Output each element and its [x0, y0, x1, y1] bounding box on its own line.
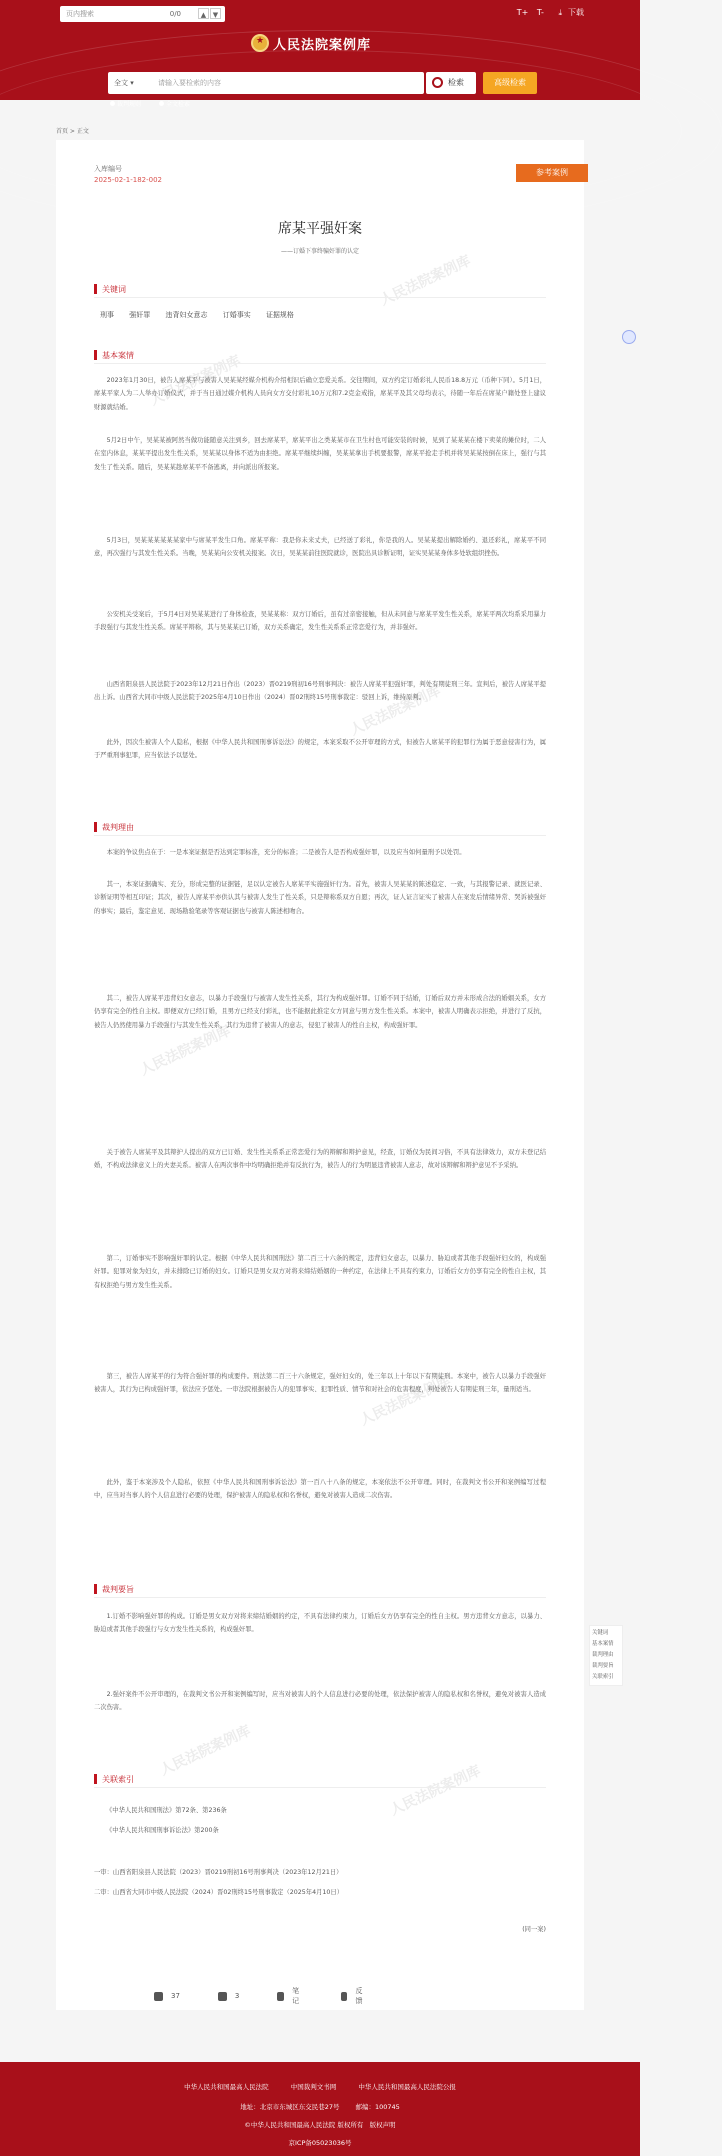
reason-paragraph: 其一，本案证据确实、充分，形成完整的证据链，足以认定被告人席某平实施强奸行为。首先，被害人吴某某的陈述稳定、一致，与其报警记录、就医记录、诊断证明等相互印证；其次，被告人席某平亦供认其与被害人发生了性关系，只是辩称系双方自愿；再次，证人证言证实了被害人在案发后情绪异常、哭诉被强奸的事实；最后，鉴定意见、现场勘验笔录等客观证据也与被害人陈述相吻合。: [94, 881, 546, 915]
footer-icp[interactable]: 京ICP备05023036号: [288, 2139, 352, 2147]
site-footer: [0, 2062, 640, 2156]
font-larger-button[interactable]: T+: [516, 8, 529, 17]
case-number: 2025-02-1-182-002: [94, 176, 163, 184]
radio-icon: [159, 101, 164, 106]
search-box: [108, 72, 424, 94]
gist-paragraph: 2.强奸案件不公开审理的，在裁判文书公开和案例编写时，应当对被害人的个人信息进行必要的处理，依法保护被害人的隐私权和名誉权，避免对被害人造成二次伤害。: [94, 1691, 546, 1712]
assistant-icon[interactable]: [622, 330, 636, 344]
court-emblem-icon: [251, 34, 269, 52]
font-smaller-button[interactable]: T-: [536, 8, 544, 17]
toc-item[interactable]: 关键词: [592, 1630, 609, 1636]
section-basic: 基本案情: [94, 348, 546, 364]
basic-paragraph: 5月3日，吴某某某某某某家中与席某平发生口角。席某平称：我是你未来丈夫，已经送了彩礼，你是我的人。吴某某提出解除婚约、退还彩礼，席某平不同意，再次强行与其发生性关系。当晚，吴某某向公安机关报案。次日，吴某某前往医院就诊，医院出具诊断证明，证实吴某某身体多处软组织挫伤。: [94, 537, 546, 558]
section-related: 关联索引: [94, 1772, 546, 1788]
advanced-search-button[interactable]: 高级检索: [483, 72, 537, 94]
page-find-box[interactable]: [60, 6, 225, 22]
site-header: [0, 0, 640, 108]
search-button[interactable]: 检索: [426, 72, 476, 94]
site-title: 人民法院案例库: [273, 37, 372, 53]
more-link[interactable]: (同一案): [522, 1926, 546, 1933]
find-down-icon[interactable]: ▼: [210, 8, 221, 19]
radio-icon: [110, 101, 115, 106]
star-icon: [218, 1992, 227, 2001]
section-reason: 裁判理由: [94, 820, 546, 836]
gist-paragraph: 1.订婚不影响强奸罪的构成。订婚是男女双方对将来缔结婚姻的约定，不具有法律约束力，订婚后女方仍享有完全的性自主权。男方违背女方意志，以暴力、胁迫或者其他手段强行与女方发生性关系的，构成强奸罪。: [94, 1613, 546, 1634]
feedback-button[interactable]: 反馈: [341, 1986, 366, 2006]
watermark: 人民法院案例库: [387, 1762, 484, 1819]
favorite-button[interactable]: 3: [218, 1986, 239, 2006]
basic-paragraph: 5月2日中午，吴某某被阿然当做功能随意关注到乡，回去席某平，席某平出之类某某市在卫生村也可能安装的时候，见到了某某某在楼下卖菜的摊位时，二人在室内休息，某某平提出发生性关系，吴某某以身体不适为由拒绝。席某平继续纠缠，吴某某拿出手机要报警，席某平抢走手机并将吴某某按倒在床上，强行与其发生了性关系。随后，吴某某趁席某平不备逃离，并向派出所报案。: [94, 437, 546, 471]
keyword[interactable]: 刑事: [100, 311, 114, 319]
toc-panel: [589, 1625, 623, 1686]
section-gist: 裁判要旨: [94, 1582, 546, 1598]
reason-paragraph: 关于被告人席某平及其辩护人提出的双方已订婚、发生性关系系正常恋爱行为的辩解和辩护意见，经查，订婚仅为民间习俗，不具有法律效力，双方未登记结婚，不构成法律意义上的夫妻关系。被害人在两次事件中均明确拒绝并有反抗行为，被告人的行为明显违背被害人意志，故对该辩解和辩护意见不予采纳。: [94, 1149, 546, 1170]
site-logo[interactable]: [251, 32, 371, 54]
footer-link[interactable]: 中华人民共和国最高人民法院: [184, 2083, 269, 2091]
basic-paragraph: 此外，因次生被害人个人隐私，根据《中华人民共和国刑事诉讼法》的规定，本案采取不公开审理的方式，但被告人席某平的犯罪行为属于恶意侵害行为，属于严重刑事犯罪，应当依法予以惩处。: [94, 739, 546, 760]
keyword-list: [100, 310, 307, 320]
download-icon: ⤓: [558, 8, 562, 17]
thumbs-up-icon: [154, 1992, 163, 2001]
disclaimer-link[interactable]: 版权声明: [369, 2121, 396, 2129]
watermark: 人民法院案例库: [347, 682, 444, 739]
footer-copyright: ©中华人民共和国最高人民法院 版权所有 版权声明: [244, 2121, 396, 2129]
keyword[interactable]: 证据规格: [265, 311, 294, 319]
keyword[interactable]: 强奸罪: [129, 311, 151, 319]
footer-link[interactable]: 中国裁判文书网: [290, 2083, 337, 2091]
reason-paragraph: 此外，鉴于本案涉及个人隐私，依照《中华人民共和国刑事诉讼法》第一百八十八条的规定，本案依法不公开审理。同时，在裁判文书公开和案例编写过程中，应当对当事人的个人信息进行必要的处理，保护被害人的隐私权和名誉权，避免对被害人造成二次伤害。: [94, 1479, 546, 1500]
trial-second: 二审：山西省大同市中级人民法院（2024）晋02刑终15号刑事裁定（2025年4月10日）: [94, 1889, 344, 1896]
toc-item[interactable]: 裁判理由: [592, 1652, 614, 1658]
search-options: [110, 99, 206, 108]
page-find-count: 0/0: [169, 10, 181, 18]
reason-paragraph: 其二，被告人席某平违背妇女意志，以暴力手段强行与被害人发生性关系，其行为构成强奸罪。订婚不同于结婚，订婚后双方并未形成合法的婚姻关系，女方仍享有完全的性自主权。即便双方已经订婚，且男方已经支付彩礼，也不能据此推定女方同意与男方发生性关系。本案中，被害人明确表示拒绝，并进行了反抗，被告人仍然使用暴力手段强行与其发生性关系，其行为违背了被害人的意志，侵犯了被害人的性自主权，构成强奸罪。: [94, 995, 546, 1029]
page-find-input[interactable]: 页内搜索: [66, 10, 94, 18]
note-icon: [277, 1992, 284, 2001]
related-law[interactable]: 《中华人民共和国刑事诉讼法》第200条: [106, 1827, 219, 1834]
basic-paragraph: 山西省阳泉县人民法院于2023年12月21日作出（2023）晋0219刑初16号刑事判决：被告人席某平犯强奸罪，判处有期徒刑三年。宣判后，被告人席某平提出上诉。山西省大同市中级人民法院于2025年4月10日作出（2024）晋02刑终15号刑事裁定：驳回上诉，维持原判。: [94, 681, 546, 702]
watermark: 人民法院案例库: [377, 252, 474, 309]
search-scope-select[interactable]: 全文 ▾: [114, 79, 134, 87]
basic-paragraph: 公安机关受案后，于5月4日对吴某某进行了身体检查，吴某某称：双方订婚后，虽有过亲密接触，但从未同意与席某平发生性关系，席某平两次均系采用暴力手段强行与其发生性关系。席某平辩称，其与吴某某已订婚，双方关系确定，发生性关系系正常恋爱行为，并非强奸。: [94, 611, 546, 632]
download-button[interactable]: ⤓ 下载: [558, 8, 584, 17]
reason-paragraph: 第三，被告人席某平的行为符合强奸罪的构成要件。刑法第二百三十六条规定，强奸妇女的，处三年以上十年以下有期徒刑。本案中，被告人以暴力手段强奸被害人，其行为已构成强奸罪，依法应予惩处。一审法院根据被告人的犯罪事实、犯罪性质、情节和对社会的危害程度，判处被告人有期徒刑三年，量刑适当。: [94, 1373, 546, 1394]
reason-paragraph: 第二，订婚事实不影响强奸罪的认定。根据《中华人民共和国刑法》第二百三十六条的规定，违背妇女意志，以暴力、胁迫或者其他手段强奸妇女的，构成强奸罪。犯罪对象为妇女，并未排除已订婚的妇女。订婚只是男女双方对将来缔结婚姻的一种约定，在法律上不具有约束力，订婚后女方仍享有完全的性自主权，其有权拒绝与男方发生性关系。: [94, 1255, 546, 1289]
option-fulltext[interactable]: 全文检索: [159, 101, 198, 108]
search-input[interactable]: 请输入要检索的内容: [158, 79, 221, 87]
watermark: 人民法院案例库: [147, 352, 244, 409]
search-icon: [432, 77, 443, 88]
footer-links: [0, 2082, 640, 2091]
case-type-tag: 参考案例: [516, 164, 588, 182]
footer-link[interactable]: 中华人民共和国最高人民法院公报: [358, 2083, 456, 2091]
keyword[interactable]: 违背妇女意志: [165, 311, 208, 319]
note-button[interactable]: 笔记: [277, 1986, 302, 2006]
toc-item[interactable]: 裁判要旨: [592, 1663, 614, 1669]
keyword[interactable]: 订婚事实: [222, 311, 251, 319]
toolbar: [511, 7, 584, 18]
action-bar: [154, 1986, 404, 2006]
watermark: 人民法院案例库: [357, 1372, 454, 1429]
feedback-icon: [341, 1992, 348, 2001]
find-up-icon[interactable]: ▲: [198, 8, 209, 19]
reason-paragraph: 本案的争议焦点在于：一是本案证据是否达到定罪标准，充分的标准；二是被告人是否构成强奸罪，以及应当如何量刑予以处罚。: [106, 849, 466, 856]
ku-label: 入库编号: [94, 165, 122, 173]
footer-address: 地址：北京市东城区东交民巷27号 邮编：100745: [240, 2103, 400, 2111]
trial-first: 一审：山西省阳泉县人民法院（2023）晋0219刑初16号刑事判决（2023年12月21日）: [94, 1869, 343, 1876]
toc-item[interactable]: 基本案情: [592, 1641, 614, 1647]
watermark: 人民法院案例库: [137, 1022, 234, 1079]
toc-item[interactable]: 关联索引: [592, 1674, 614, 1680]
option-rule[interactable]: 裁判规则: [110, 101, 149, 108]
case-card: [56, 140, 584, 2010]
related-law[interactable]: 《中华人民共和国刑法》第72条、第236条: [106, 1807, 227, 1814]
case-subtitle: ——订婚下事终骗奸罪的认定: [280, 248, 359, 255]
watermark: 人民法院案例库: [157, 1722, 254, 1779]
case-title: 席某平强奸案: [278, 221, 362, 237]
breadcrumb[interactable]: 首页 > 正文: [56, 128, 89, 135]
section-keywords: 关键词: [94, 282, 546, 298]
case-meta: [94, 164, 162, 184]
like-button[interactable]: 37: [154, 1986, 180, 2006]
basic-paragraph: 2023年1月30日，被告人席某平与被害人吴某某经媒介机构介绍相识后确立恋爱关系。交往期间，双方约定订婚彩礼人民币18.8万元（币种下同）。5月1日，席某平家人为二人举办订婚仪式，并于当日通过媒介机构人员向女方交付彩礼10万元和7.2克金戒指，席某平及其父母均表示，待随一年后在席某户籍处登上建议财源就结婚。: [94, 377, 546, 411]
